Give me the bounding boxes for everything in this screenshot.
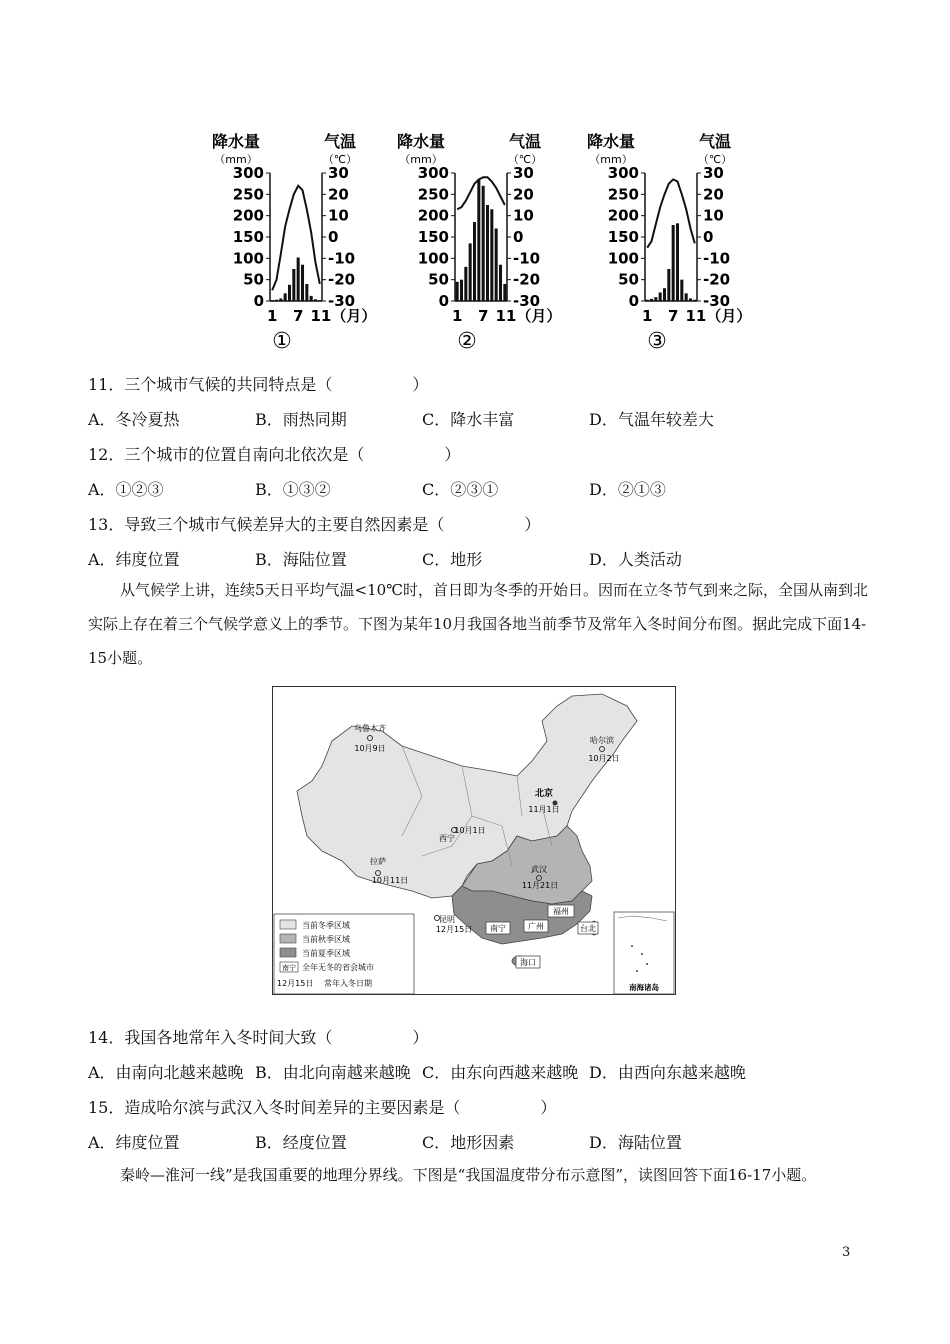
x-tick-label: 1 <box>266 307 278 325</box>
precip-bar <box>495 228 498 301</box>
svg-text:当前秋季区域: 当前秋季区域 <box>302 935 350 944</box>
precip-bar <box>667 269 670 301</box>
svg-text:福州: 福州 <box>553 907 569 916</box>
south-china-sea-inset <box>614 912 674 994</box>
q11-option-b[interactable]: B．雨热同期 <box>255 410 347 429</box>
map-legend <box>274 914 414 994</box>
precip-bar <box>271 300 274 301</box>
temp-axis-unit: （℃） <box>322 153 358 166</box>
temp-tick-label: 10 <box>513 206 534 225</box>
svg-text:10月9日: 10月9日 <box>354 744 386 753</box>
temp-tick-label: -20 <box>513 270 541 289</box>
precip-axis-unit: （mm） <box>399 153 443 166</box>
precip-bar <box>672 225 675 301</box>
precip-bar <box>663 288 666 301</box>
precip-tick-label: 200 <box>607 206 639 225</box>
question-12: 12．三个城市的位置自南向北依次是（ ） <box>88 445 461 464</box>
precip-bar <box>305 284 308 301</box>
svg-text:10月2日: 10月2日 <box>588 754 620 763</box>
precip-tick-label: 250 <box>417 185 449 204</box>
temperature-line <box>457 177 505 209</box>
precip-axis-title: 降水量 <box>396 132 446 151</box>
x-tick-label: 7 <box>477 307 489 325</box>
precip-tick-label: 0 <box>438 292 449 310</box>
precip-bar <box>284 293 287 301</box>
precip-tick-label: 100 <box>607 249 639 268</box>
precip-bar <box>646 300 649 301</box>
precip-bar <box>482 186 485 301</box>
precip-bar <box>477 179 480 301</box>
x-tick-label: 7 <box>667 307 679 325</box>
temp-tick-label: -10 <box>513 249 541 268</box>
precip-bar <box>503 284 506 301</box>
precip-bar <box>456 282 459 301</box>
svg-text:西宁: 西宁 <box>439 834 455 843</box>
q14-option-a[interactable]: A．由南向北越来越晚 <box>88 1063 244 1082</box>
temp-axis-title: 气温 <box>508 132 542 151</box>
precip-bar <box>292 269 295 301</box>
precip-bar <box>490 209 493 301</box>
svg-text:武汉: 武汉 <box>531 865 547 874</box>
precip-tick-label: 50 <box>618 270 639 289</box>
q11-option-d[interactable]: D．气温年较差大 <box>589 410 714 429</box>
precip-axis-unit: （mm） <box>214 153 258 166</box>
temperature-line <box>272 186 320 290</box>
temp-tick-label: -30 <box>703 292 731 310</box>
precip-bar <box>689 298 692 301</box>
precip-tick-label: 250 <box>607 185 639 204</box>
temp-tick-label: 20 <box>513 185 534 204</box>
climate-chart-1 <box>212 132 376 354</box>
svg-text:海口: 海口 <box>520 958 536 967</box>
city-taipei[interactable] <box>578 922 598 934</box>
x-tick-label: 7 <box>292 307 304 325</box>
svg-text:台北: 台北 <box>580 924 596 933</box>
q11-option-c[interactable]: C．降水丰富 <box>422 410 515 429</box>
climate-charts-svg <box>200 125 760 355</box>
precip-tick-label: 300 <box>417 164 449 182</box>
temp-tick-label: -30 <box>328 292 356 310</box>
temp-tick-label: 20 <box>703 185 724 204</box>
precip-bar <box>275 300 278 301</box>
question-13: 13．导致三个城市气候差异大的主要自然因素是（ ） <box>88 515 541 534</box>
q15-option-c[interactable]: C．地形因素 <box>422 1133 515 1152</box>
q15-option-d[interactable]: D．海陆位置 <box>589 1133 682 1152</box>
question-15: 15．造成哈尔滨与武汉入冬时间差异的主要因素是（ ） <box>88 1098 557 1117</box>
precip-bar <box>301 265 304 301</box>
precip-tick-label: 300 <box>607 164 639 182</box>
precip-bar <box>650 299 653 301</box>
svg-text:11月1日: 11月1日 <box>528 805 560 814</box>
temp-tick-label: 20 <box>328 185 349 204</box>
precip-tick-label: 100 <box>232 249 264 268</box>
svg-text:南海诸岛: 南海诸岛 <box>629 983 659 992</box>
svg-text:当前冬季区域: 当前冬季区域 <box>302 921 350 930</box>
china-season-map <box>272 686 676 996</box>
question-11: 11．三个城市气候的共同特点是（ ） <box>88 375 429 394</box>
x-tick-label: 11（月） <box>685 307 752 325</box>
precip-axis-title: 降水量 <box>211 132 261 151</box>
temp-axis-title: 气温 <box>698 132 732 151</box>
svg-text:北京: 北京 <box>534 789 554 799</box>
q13-option-b[interactable]: B．海陆位置 <box>255 550 347 569</box>
svg-text:12月15日: 12月15日 <box>435 925 473 934</box>
city-fuzhou[interactable] <box>548 905 574 917</box>
svg-text:拉萨: 拉萨 <box>370 857 386 866</box>
q12-option-b[interactable]: B．①③② <box>255 480 331 499</box>
svg-text:10月11日: 10月11日 <box>371 876 409 885</box>
precip-bar <box>469 243 472 301</box>
chart-label: ③ <box>647 329 667 354</box>
temp-tick-label: -20 <box>703 270 731 289</box>
svg-text:哈尔滨: 哈尔滨 <box>590 736 614 745</box>
precip-bar <box>310 296 313 301</box>
climate-chart-3 <box>587 132 751 354</box>
precip-bar <box>288 285 291 301</box>
q12-option-c[interactable]: C．②③① <box>422 480 499 499</box>
city-haikou[interactable] <box>516 956 540 968</box>
precip-tick-label: 200 <box>417 206 449 225</box>
temp-tick-label: 0 <box>513 228 524 246</box>
precip-bar <box>654 297 657 301</box>
city-nanning[interactable] <box>486 922 510 934</box>
q13-option-d[interactable]: D．人类活动 <box>589 550 682 569</box>
svg-text:常年入冬日期: 常年入冬日期 <box>324 979 372 988</box>
temp-tick-label: 0 <box>328 228 339 246</box>
precip-bar <box>680 280 683 301</box>
precip-tick-label: 200 <box>232 206 264 225</box>
q14-option-b[interactable]: B．由北向南越来越晚 <box>255 1063 411 1082</box>
precip-bar <box>297 257 300 301</box>
question-14: 14．我国各地常年入冬时间大致（ ） <box>88 1028 429 1047</box>
temp-tick-label: -10 <box>703 249 731 268</box>
temp-axis-title: 气温 <box>323 132 357 151</box>
precip-tick-label: 50 <box>243 270 264 289</box>
temp-tick-label: 30 <box>513 164 534 182</box>
q14-option-d[interactable]: D．由西向东越来越晚 <box>589 1063 746 1082</box>
x-tick-label: 1 <box>451 307 463 325</box>
svg-text:10月1日: 10月1日 <box>454 826 486 835</box>
q15-option-b[interactable]: B．经度位置 <box>255 1133 347 1152</box>
precip-bar <box>473 222 476 301</box>
precip-tick-label: 250 <box>232 185 264 204</box>
precip-tick-label: 100 <box>417 249 449 268</box>
temp-tick-label: -10 <box>328 249 356 268</box>
q11-option-a[interactable]: A．冬冷夏热 <box>88 410 180 429</box>
svg-text:当前夏季区域: 当前夏季区域 <box>302 949 350 958</box>
precip-bar <box>464 267 467 301</box>
temp-axis-unit: （℃） <box>507 153 543 166</box>
precip-bar <box>676 223 679 301</box>
svg-text:南宁: 南宁 <box>282 964 296 972</box>
temp-tick-label: -30 <box>513 292 541 310</box>
temp-tick-label: 10 <box>328 206 349 225</box>
precip-bar <box>685 293 688 301</box>
svg-text:乌鲁木齐: 乌鲁木齐 <box>354 724 386 733</box>
precip-bar <box>693 300 696 301</box>
temp-tick-label: -20 <box>328 270 356 289</box>
temp-tick-label: 30 <box>703 164 724 182</box>
page-number: 3 <box>842 1245 851 1260</box>
precip-axis-title: 降水量 <box>586 132 636 151</box>
q14-option-c[interactable]: C．由东向西越来越晚 <box>422 1063 579 1082</box>
precip-bar <box>279 298 282 301</box>
svg-text:昆明: 昆明 <box>439 915 455 924</box>
precip-bar <box>460 280 463 301</box>
climate-chart-2 <box>397 132 561 354</box>
q15-option-a[interactable]: A．纬度位置 <box>88 1133 180 1152</box>
x-tick-label: 1 <box>641 307 653 325</box>
temp-tick-label: 10 <box>703 206 724 225</box>
x-tick-label: 11（月） <box>495 307 562 325</box>
precip-tick-label: 0 <box>628 292 639 310</box>
x-tick-label: 11（月） <box>310 307 377 325</box>
q12-option-d[interactable]: D．②①③ <box>589 480 666 499</box>
temperature-line <box>647 179 695 247</box>
q13-option-c[interactable]: C．地形 <box>422 550 483 569</box>
svg-text:全年无冬的省会城市: 全年无冬的省会城市 <box>302 963 374 972</box>
precip-tick-label: 300 <box>232 164 264 182</box>
precip-bar <box>314 299 317 301</box>
precip-bar <box>499 265 502 301</box>
intro-paragraph-14-15: 从气候学上讲，连续5天日平均气温<10℃时，首日即为冬季的开始日。因而在立冬节气到来之际，全国从南到北实际上存在着三个气候学意义上的季节。下图为某年10月我国各地当前季节及常年入冬时间分布图。据此完成下面14-15小题。 <box>88 581 868 667</box>
q12-option-a[interactable]: A．①②③ <box>88 480 164 499</box>
precip-bar <box>318 300 321 301</box>
svg-text:南宁: 南宁 <box>490 924 506 933</box>
precip-axis-unit: （mm） <box>589 153 633 166</box>
precip-tick-label: 150 <box>607 228 639 246</box>
city-guangzhou[interactable] <box>524 920 548 932</box>
temp-tick-label: 30 <box>328 164 349 182</box>
svg-text:广州: 广州 <box>528 922 544 931</box>
intro-paragraph-16-17: 秦岭—淮河一线”是我国重要的地理分界线。下图是“我国温度带分布示意图”，读图回答下面16-17小题。 <box>120 1166 817 1184</box>
precip-tick-label: 0 <box>253 292 264 310</box>
chart-label: ② <box>457 329 477 354</box>
chart-label: ① <box>272 329 292 354</box>
temp-axis-unit: （℃） <box>697 153 733 166</box>
precip-bar <box>659 292 662 301</box>
precip-bar <box>486 205 489 301</box>
svg-text:12月15日: 12月15日 <box>277 979 314 988</box>
precip-tick-label: 50 <box>428 270 449 289</box>
temp-tick-label: 0 <box>703 228 714 246</box>
precip-tick-label: 150 <box>417 228 449 246</box>
q13-option-a[interactable]: A．纬度位置 <box>88 550 180 569</box>
svg-text:11月21日: 11月21日 <box>521 881 559 890</box>
precip-tick-label: 150 <box>232 228 264 246</box>
